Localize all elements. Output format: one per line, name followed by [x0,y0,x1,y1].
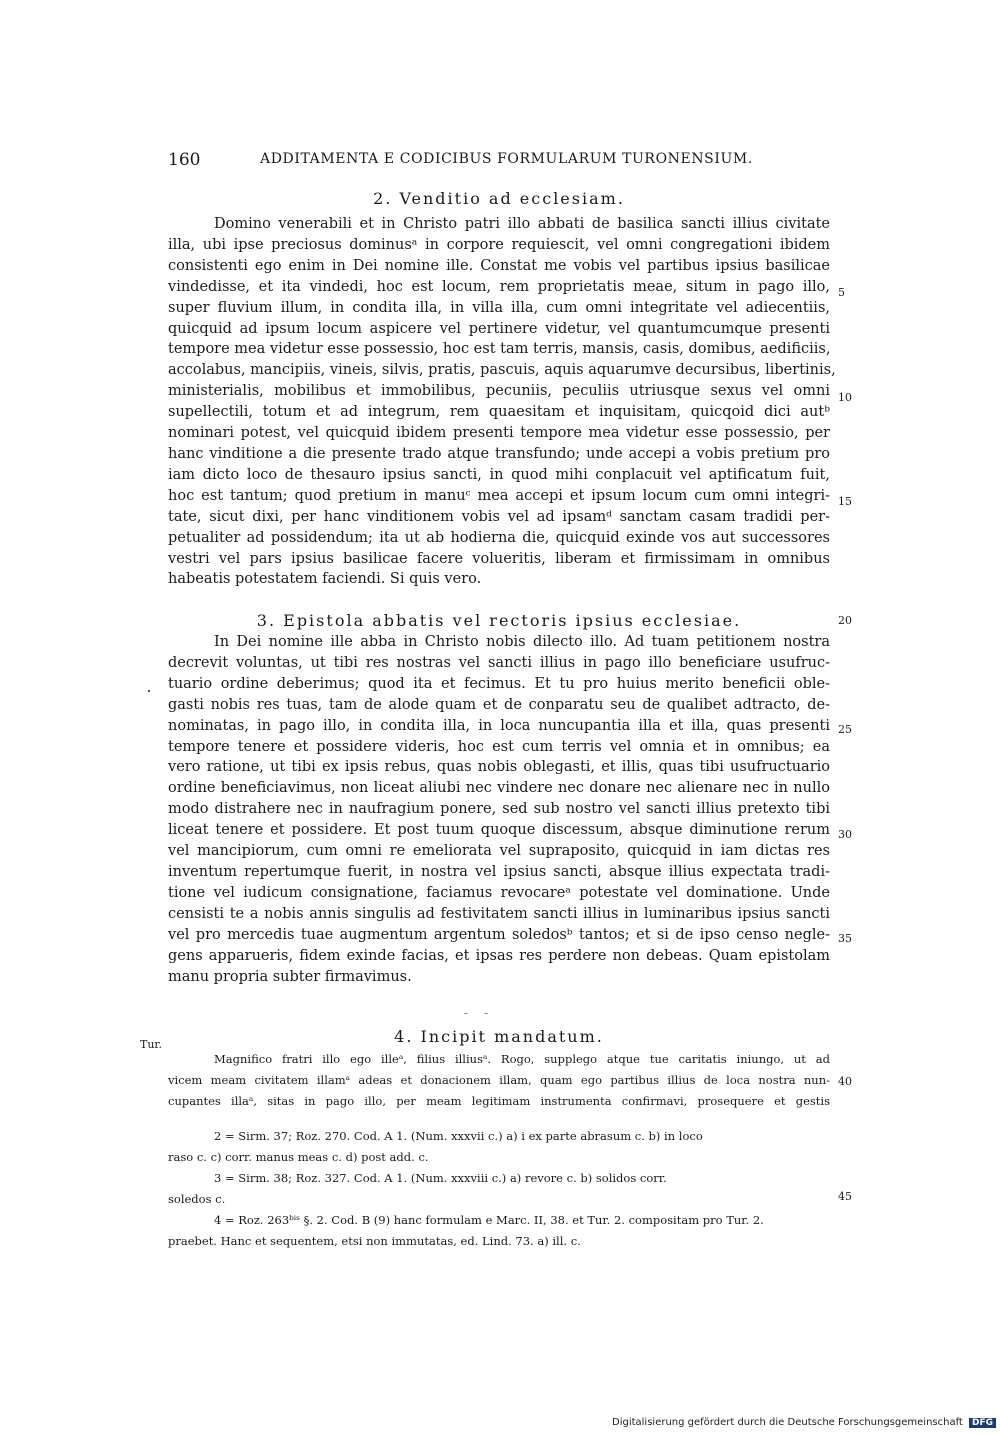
text-line: tione vel iudicum consignatione, faciamus revocareᵃ potestate vel dominatione. Unde [168,884,830,901]
page-header [168,150,768,174]
text-line: illa, ubi ipse preciosus dominusᵃ in corpore requiescit, vel omni congregationi ibidem [168,236,830,253]
margin-dot [148,690,150,692]
dfg-logo: DFG [969,1418,996,1428]
text-line: gasti nobis res tuas, tam de alode quam et de conparatu seu de qualibet adtracto, de- [168,696,830,713]
line-number: 5 [838,286,845,299]
text-line: nominatas, in pago illo, in condita illa, in loca nuncupantia illa et illa, quas presenti [168,717,830,734]
text-line: vestri vel pars ipsius basilicae facere volueritis, liberam et firmissimam in omnibus [168,550,830,567]
text-line: super fluvium illum, in condita illa, in villa illa, cum omni integritate vel adiecentiis, [168,299,830,316]
text-line: gens apparueris, fidem exinde facias, et ipsas res perdere non debeas. Quam epistolam [168,947,830,964]
line-number: 15 [838,495,852,508]
text-line: Domino venerabili et in Christo patri illo abbati de basilica sancti illius civitate [214,216,830,232]
section-2-text [168,214,836,590]
text-line: hanc vinditione a die presente trado atque transfundo; unde accepi a vobis pretium pro [168,445,830,462]
text-line: censisti te a nobis annis singulis ad festivitatem sancti illius in luminaribus ipsius sancti [168,905,830,922]
line-number: 45 [838,1190,852,1203]
line-number: 30 [838,828,852,841]
text-line: Magnifico fratri illo ego illeᵃ, filius illiusᵃ. Rogo, supplego atque tue caritatis iniungo, ut ad [214,1052,830,1066]
text-line: supellectili, totum et ad integrum, rem quaesitam et inquisitam, quicqoid dici autᵇ [168,404,830,421]
text-line: hoc est tantum; quod pretium in manuᶜ mea accepi et ipsum locum cum omni integri- [168,487,830,504]
text-line: vicem meam civitatem illamᵃ adeas et donacionem illam, quam ego partibus illius de loca nostra nun- [168,1073,830,1087]
text-line: cupantes illaᵃ, sitas in pago illo, per meam legitimam instrumenta confirmavi, prosequere et gestis [168,1094,830,1108]
text-line: liceat tenere et possidere. Et post tuum quoque discessum, absque diminutione rerum [168,822,830,839]
margin-label-tur: Tur. [140,1038,162,1051]
section-3-heading: 3. Epistola abbatis vel rectoris ipsius ecclesiae. [256,611,742,630]
text-line: tempore mea videtur esse possessio, hoc est tam terris, mansis, casis, domibus, aedificiis, [168,341,831,358]
text-line: vel mancipiorum, cum omni re emeliorata vel supraposito, quicquid in iam dictas res [168,843,830,860]
section-2-heading: 2. Venditio ad ecclesiam. [373,189,625,208]
footnote-line: 3 = Sirm. 38; Roz. 327. Cod. A 1. (Num. xxxviii c.) a) revore c. b) solidos corr. [214,1171,667,1185]
section-4-text [168,1049,830,1112]
text-line: iam dicto loco de thesauro ipsius sancti, in quod mihi conplacuit vel aptificatum fuit, [168,466,830,483]
line-number: 40 [838,1075,852,1088]
text-line: vero ratione, ut tibi ex ipsis rebus, quas nobis oblegasti, et illis, quas tibi usufructuario [168,759,830,776]
text-line: tuario ordine deberimus; quod ita et fecimus. Et tu pro huius merito beneficii oble- [168,675,830,692]
page-number: 160 [168,150,201,170]
footnote-line: 4 = Roz. 263ᵇⁱˢ §. 2. Cod. B (9) hanc formulam e Marc. II, 38. et Tur. 2. compositam pro Tur. 2. [214,1213,764,1227]
text-line: In Dei nomine ille abba in Christo nobis dilecto illo. Ad tuam petitionem nostra [214,634,830,650]
digitization-footer [612,1417,996,1428]
text-line: modo distrahere nec in naufragium ponere, sed sub nostro vel sancti illius pretexto tibi [168,801,830,818]
text-line: habeatis potestatem faciendi. Si quis vero. [168,571,482,588]
section-divider: - - [464,1006,494,1020]
line-number: 20 [838,614,852,627]
text-line: decrevit voluntas, ut tibi res nostras vel sancti illius in pago illo beneficiare usufruc- [168,654,830,671]
text-line: vel pro mercedis tuae augmentum argentum soledosᵇ tantos; et si de ipso censo negle- [168,926,830,943]
footnote-line: soledos c. [168,1192,226,1206]
text-line: inventum repertumque fuerit, in nostra vel ipsius sancti, absque illius expectata tradi- [168,863,830,880]
section-4-heading: 4. Incipit mandatum. [394,1027,604,1046]
text-line: tate, sicut dixi, per hanc vinditionem vobis vel ad ipsamᵈ sanctam casam tradidi per- [168,508,830,525]
footnotes [168,1126,830,1252]
line-number: 10 [838,391,852,404]
text-line: accolabus, mancipiis, vineis, silvis, pratis, pascuis, aquis aquarumve decursibus, libertinis, [168,362,836,379]
text-line: ministerialis, mobilibus et immobilibus, pecuniis, peculiis utriusque sexus vel omni [168,383,830,400]
text-line: tempore tenere et possidere videris, hoc est cum terris vel omnia et in omnibus; ea [168,738,830,755]
text-line: ordine beneficiavimus, non liceat aliubi nec vindere nec donare nec alienare nec in nullo [168,780,830,797]
line-number: 25 [838,723,852,736]
text-line: petualiter ad possidendum; ita ut ab hodierna die, quicquid exinde vos aut successores [168,529,830,546]
text-line: vindedisse, et ita vindedi, hoc est locum, rem proprietatis meae, situm in pago illo, [168,278,830,295]
text-line: nominari potest, vel quicquid ibidem presenti tempore mea videtur esse possessio, per [168,425,830,442]
footnote-line: praebet. Hanc et sequentem, etsi non immutatas, ed. Lind. 73. a) ill. c. [168,1234,581,1248]
footer-text: Digitalisierung gefördert durch die Deutsche Forschungsgemeinschaft [612,1417,963,1428]
text-line: manu propria subter firmavimus. [168,968,412,985]
line-number: 35 [838,932,852,945]
text-line: quicquid ad ipsum locum aspicere vel pertinere videtur, vel quantumcumque presenti [168,320,830,337]
footnote-line: 2 = Sirm. 37; Roz. 270. Cod. A 1. (Num. xxxvii c.) a) i ex parte abrasum c. b) in loco [214,1129,703,1143]
footnote-line: raso c. c) corr. manus meas c. d) post add. c. [168,1150,429,1164]
running-title: ADDITAMENTA E CODICIBUS FORMULARUM TURONENSIUM. [260,151,753,167]
section-3-text [168,632,830,987]
text-line: consistenti ego enim in Dei nomine ille. Constat me vobis vel partibus ipsius basilicae [168,257,830,274]
